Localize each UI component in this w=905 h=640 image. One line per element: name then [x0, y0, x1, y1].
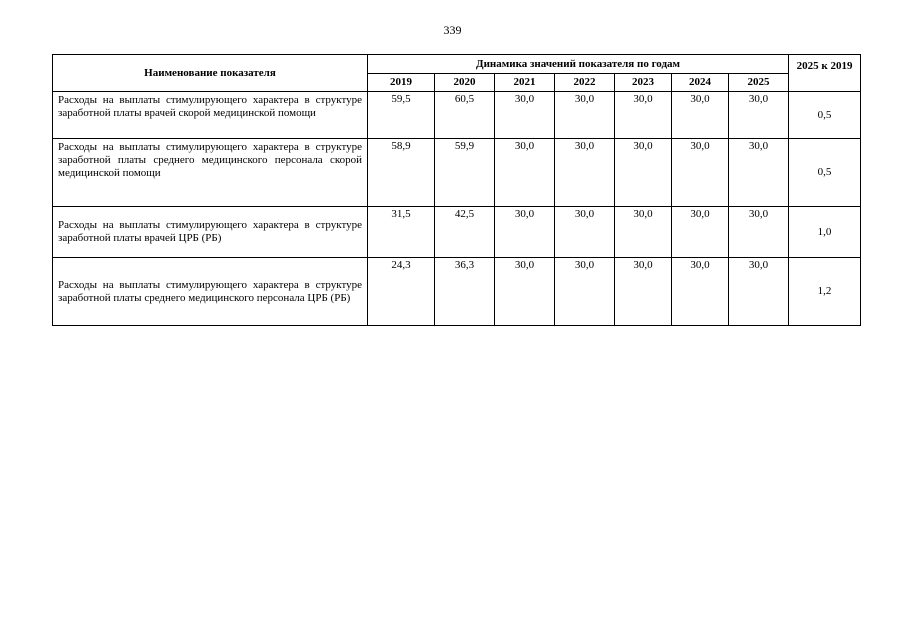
value-cell: 30,0: [555, 139, 615, 207]
value-cell: 30,0: [555, 207, 615, 258]
value-cell: 30,0: [729, 139, 789, 207]
value-cell: 59,9: [435, 139, 495, 207]
value-cell: 30,0: [495, 258, 555, 326]
header-year: 2022: [555, 74, 615, 92]
ratio-cell: 1,2: [789, 258, 861, 326]
value-cell: 59,5: [368, 92, 435, 139]
header-dynamics: Динамика значений показателя по годам: [368, 55, 789, 74]
indicator-name-cell: Расходы на выплаты стимулирующего характера в структуре заработной платы среднего медицинского персонала ЦРБ (РБ): [53, 258, 368, 326]
value-cell: 30,0: [729, 92, 789, 139]
value-cell: 31,5: [368, 207, 435, 258]
header-year: 2019: [368, 74, 435, 92]
indicator-name-cell: Расходы на выплаты стимулирующего характера в структуре заработной платы врачей скорой медицинской помощи: [53, 92, 368, 139]
table-row: [53, 207, 861, 258]
indicator-table: [52, 54, 861, 326]
value-cell: 30,0: [555, 258, 615, 326]
header-ratio: 2025 к 2019: [789, 55, 861, 92]
value-cell: 30,0: [672, 258, 729, 326]
table-row: [53, 258, 861, 326]
ratio-cell: 1,0: [789, 207, 861, 258]
value-cell: 30,0: [495, 139, 555, 207]
value-cell: 30,0: [672, 139, 729, 207]
value-cell: 36,3: [435, 258, 495, 326]
ratio-cell: 0,5: [789, 92, 861, 139]
value-cell: 24,3: [368, 258, 435, 326]
value-cell: 30,0: [615, 92, 672, 139]
value-cell: 60,5: [435, 92, 495, 139]
value-cell: 58,9: [368, 139, 435, 207]
header-row-top: [53, 55, 861, 74]
value-cell: 30,0: [555, 92, 615, 139]
value-cell: 30,0: [672, 207, 729, 258]
header-year: 2020: [435, 74, 495, 92]
value-cell: 30,0: [495, 92, 555, 139]
table-body: [53, 92, 861, 326]
indicator-name-cell: Расходы на выплаты стимулирующего характера в структуре заработной платы врачей ЦРБ (РБ): [53, 207, 368, 258]
value-cell: 30,0: [729, 207, 789, 258]
value-cell: 30,0: [729, 258, 789, 326]
value-cell: 30,0: [615, 258, 672, 326]
value-cell: 42,5: [435, 207, 495, 258]
header-year: 2023: [615, 74, 672, 92]
header-year: 2025: [729, 74, 789, 92]
ratio-cell: 0,5: [789, 139, 861, 207]
header-indicator-name: Наименование показателя: [53, 55, 368, 92]
table-header: [53, 55, 861, 92]
value-cell: 30,0: [495, 207, 555, 258]
value-cell: 30,0: [615, 139, 672, 207]
indicator-name-cell: Расходы на выплаты стимулирующего характера в структуре заработной платы среднего медицинского персонала скорой медицинской помощи: [53, 139, 368, 207]
value-cell: 30,0: [615, 207, 672, 258]
page-number: 339: [443, 23, 462, 37]
header-year: 2024: [672, 74, 729, 92]
table-row: [53, 92, 861, 139]
value-cell: 30,0: [672, 92, 729, 139]
header-year: 2021: [495, 74, 555, 92]
table-row: [53, 139, 861, 207]
